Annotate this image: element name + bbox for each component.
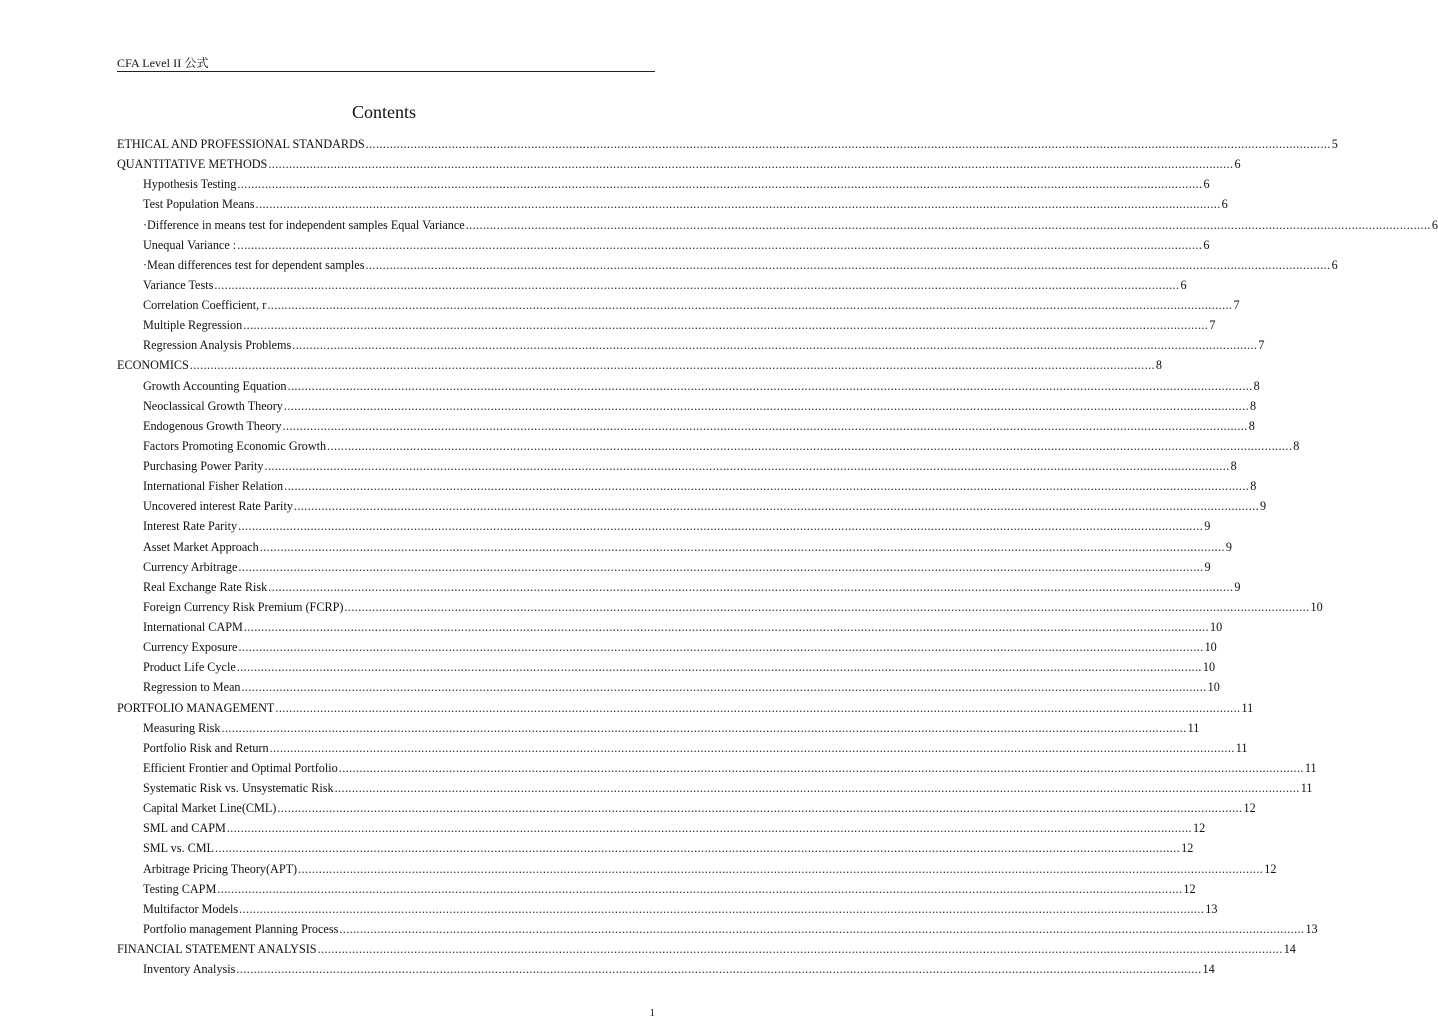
toc-entry-page: 12: [1192, 821, 1206, 836]
toc-entry-label: Arbitrage Pricing Theory(APT): [143, 861, 298, 876]
toc-leader-dots: ........................................................................................................................................................................................................................................................................................: [217, 881, 1183, 896]
toc-entry-page: 6: [1234, 157, 1241, 172]
toc-entry-page: 12: [1183, 881, 1196, 896]
toc-entry-page: 7: [1233, 298, 1240, 312]
toc-entry[interactable]: [117, 718, 1200, 738]
toc-entry[interactable]: [117, 778, 1313, 798]
toc-entry-page: 14: [1202, 962, 1215, 977]
toc-leader-dots: ........................................................................................................................................................................................................................................................................................: [277, 801, 1243, 816]
toc-entry-label: Foreign Currency Risk Premium (FCRP): [143, 599, 344, 614]
toc-entry-label: Inventory Analysis: [143, 962, 236, 977]
toc-entry-label: QUANTITATIVE METHODS: [117, 157, 268, 172]
toc-entry-label: Multiple Regression: [143, 318, 243, 333]
toc-entry[interactable]: [117, 154, 1241, 174]
toc-entry-page: 6: [1180, 277, 1187, 292]
page-number: 1: [649, 1007, 655, 1019]
toc-entry-label: Product Life Cycle: [143, 660, 236, 675]
toc-entry-page: 7: [1209, 318, 1216, 333]
toc-entry[interactable]: [117, 879, 1196, 899]
toc-entry[interactable]: [117, 315, 1216, 335]
toc-leader-dots: ........................................................................................................................................................................................................................................................................................: [214, 277, 1180, 292]
toc-entry-page: 9: [1225, 539, 1232, 554]
toc-entry[interactable]: [117, 194, 1228, 214]
toc-entry-label: Unequal Variance :: [143, 237, 237, 252]
toc-entry-page: 8: [1155, 358, 1162, 373]
toc-entry[interactable]: [117, 859, 1277, 879]
toc-leader-dots: ........................................................................................................................................................................................................................................................................................: [268, 157, 1234, 172]
toc-leader-dots: ........................................................................................................................................................................................................................................................................................: [339, 921, 1305, 936]
toc-entry-page: 10: [1310, 599, 1323, 614]
toc-entry-label: Correlation Coefficient, r: [143, 298, 267, 312]
toc-entry[interactable]: [117, 537, 1232, 557]
toc-entry-page: 13: [1305, 921, 1318, 936]
toc-leader-dots: ........................................................................................................................................................................................................................................................................................: [292, 338, 1258, 353]
toc-leader-dots: ........................................................................................................................................................................................................................................................................................: [267, 298, 1233, 312]
toc-leader-dots: ........................................................................................................................................................................................................................................................................................: [243, 620, 1209, 634]
toc-entry[interactable]: [117, 738, 1248, 758]
toc-entry-page: 8: [1248, 418, 1255, 433]
toc-entry-label: Capital Market Line(CML): [143, 801, 277, 816]
toc-entry-label: SML and CAPM: [143, 821, 226, 836]
toc-entry[interactable]: [117, 174, 1210, 194]
toc-entry-label: Portfolio Risk and Return: [143, 740, 269, 755]
toc-entry-page: 12: [1264, 861, 1277, 876]
toc-leader-dots: ........................................................................................................................................................................................................................................................................................: [238, 640, 1204, 655]
running-header: CFA Level II 公式: [117, 56, 209, 70]
toc-entry-label: Currency Arbitrage: [143, 559, 238, 574]
toc-entry-page: 14: [1283, 942, 1296, 956]
toc-entry-label: SML vs. CML: [143, 841, 214, 856]
toc-entry-page: 6: [1221, 197, 1228, 212]
toc-entry-label: Multifactor Models: [143, 901, 239, 916]
toc-entry-page: 12: [1243, 801, 1256, 816]
toc-entry[interactable]: [117, 215, 1438, 235]
toc-entry-label: Purchasing Power Parity: [143, 459, 264, 473]
toc-entry-page: 9: [1260, 499, 1267, 514]
toc-entry-page: 6: [1431, 217, 1438, 232]
toc-entry-label: ·Difference in means test for independent samples Equal Variance: [143, 217, 465, 232]
toc-title: Contents: [351, 102, 416, 122]
toc-entry[interactable]: [117, 657, 1216, 677]
toc-entry[interactable]: [117, 899, 1218, 919]
toc-entry[interactable]: [117, 436, 1300, 456]
toc-entry-page: 10: [1209, 620, 1223, 634]
toc-entry[interactable]: [117, 637, 1217, 657]
toc-entry[interactable]: [117, 597, 1323, 617]
toc-leader-dots: ........................................................................................................................................................................................................................................................................................: [344, 599, 1310, 614]
toc-entry-label: Neoclassical Growth Theory: [143, 398, 283, 413]
toc-entry-label: PORTFOLIO MANAGEMENT: [117, 700, 275, 715]
toc-leader-dots: ........................................................................................................................................................................................................................................................................................: [238, 559, 1204, 574]
toc-entry[interactable]: [117, 758, 1317, 778]
toc-leader-dots: ........................................................................................................................................................................................................................................................................................: [259, 539, 1225, 554]
toc-leader-dots: ........................................................................................................................................................................................................................................................................................: [365, 257, 1331, 272]
toc-entry[interactable]: [117, 516, 1211, 536]
toc-entry[interactable]: [117, 255, 1338, 275]
toc-entry-label: Systematic Risk vs. Unsystematic Risk: [143, 781, 334, 795]
toc-leader-dots: ........................................................................................................................................................................................................................................................................................: [287, 378, 1253, 393]
toc-entry-label: Efficient Frontier and Optimal Portfolio: [143, 760, 338, 775]
toc-entry[interactable]: [117, 376, 1260, 396]
table-of-contents: [117, 134, 1438, 979]
toc-leader-dots: ........................................................................................................................................................................................................................................................................................: [239, 901, 1205, 916]
toc-leader-dots: ........................................................................................................................................................................................................................................................................................: [338, 760, 1304, 775]
toc-entry[interactable]: [117, 335, 1265, 355]
toc-leader-dots: ........................................................................................................................................................................................................................................................................................: [264, 459, 1230, 473]
toc-entry-label: ·Mean differences test for dependent samples: [143, 257, 365, 272]
toc-entry-label: International CAPM: [143, 620, 243, 634]
toc-entry-label: Currency Exposure: [143, 640, 238, 655]
toc-entry-label: Portfolio management Planning Process: [143, 921, 339, 936]
toc-entry-label: Variance Tests: [143, 277, 214, 292]
toc-leader-dots: ........................................................................................................................................................................................................................................................................................: [284, 479, 1250, 494]
toc-entry-label: Test Population Means: [143, 197, 255, 212]
toc-leader-dots: ........................................................................................................................................................................................................................................................................................: [327, 438, 1293, 453]
toc-leader-dots: ........................................................................................................................................................................................................................................................................................: [465, 217, 1431, 232]
toc-entry-page: 8: [1230, 459, 1237, 473]
toc-entry-label: Testing CAPM: [143, 881, 217, 896]
toc-entry-label: International Fisher Relation: [143, 479, 284, 494]
toc-entry-page: 10: [1204, 640, 1217, 655]
toc-leader-dots: ........................................................................................................................................................................................................................................................................................: [189, 358, 1155, 373]
toc-entry[interactable]: [117, 295, 1240, 315]
toc-entry-label: Measuring Risk: [143, 720, 221, 735]
toc-leader-dots: ........................................................................................................................................................................................................................................................................................: [293, 499, 1260, 514]
toc-entry-label: Endogenous Growth Theory: [143, 418, 282, 433]
toc-leader-dots: ........................................................................................................................................................................................................................................................................................: [365, 137, 1331, 151]
toc-entry-label: ECONOMICS: [117, 358, 189, 373]
toc-entry[interactable]: [117, 396, 1257, 416]
toc-leader-dots: ........................................................................................................................................................................................................................................................................................: [236, 660, 1202, 675]
toc-entry-label: Regression Analysis Problems: [143, 338, 292, 353]
toc-leader-dots: ........................................................................................................................................................................................................................................................................................: [238, 519, 1204, 534]
toc-entry[interactable]: [117, 557, 1211, 577]
toc-leader-dots: ........................................................................................................................................................................................................................................................................................: [221, 720, 1187, 735]
toc-leader-dots: ........................................................................................................................................................................................................................................................................................: [298, 861, 1264, 876]
toc-entry-label: Real Exchange Rate Risk: [143, 579, 268, 594]
toc-entry-page: 6: [1331, 257, 1338, 272]
toc-leader-dots: ........................................................................................................................................................................................................................................................................................: [236, 962, 1202, 977]
toc-entry[interactable]: [117, 235, 1210, 255]
toc-leader-dots: ........................................................................................................................................................................................................................................................................................: [317, 942, 1283, 956]
toc-entry[interactable]: [117, 698, 1254, 718]
toc-entry-page: 8: [1293, 438, 1300, 453]
toc-entry[interactable]: [117, 939, 1296, 959]
toc-entry[interactable]: [117, 476, 1257, 496]
toc-leader-dots: ........................................................................................................................................................................................................................................................................................: [282, 418, 1248, 433]
toc-entry[interactable]: [117, 275, 1187, 295]
toc-entry-page: 9: [1204, 519, 1211, 534]
toc-entry[interactable]: [117, 355, 1162, 375]
toc-entry[interactable]: [117, 838, 1194, 858]
toc-entry-page: 12: [1181, 841, 1194, 856]
toc-leader-dots: ........................................................................................................................................................................................................................................................................................: [275, 700, 1241, 715]
toc-entry-page: 8: [1250, 398, 1257, 413]
toc-entry-label: FINANCIAL STATEMENT ANALYSIS: [117, 942, 317, 956]
toc-entry-page: 11: [1235, 740, 1248, 755]
toc-entry[interactable]: [117, 818, 1206, 838]
toc-entry-page: 13: [1205, 901, 1218, 916]
toc-entry[interactable]: [117, 416, 1255, 436]
toc-entry-page: 11: [1300, 781, 1313, 795]
toc-entry-label: Regression to Mean: [143, 680, 241, 695]
toc-entry[interactable]: [117, 617, 1223, 637]
toc-entry-page: 5: [1331, 137, 1338, 151]
toc-leader-dots: ........................................................................................................................................................................................................................................................................................: [255, 197, 1221, 212]
toc-entry-label: Asset Market Approach: [143, 539, 259, 554]
toc-entry-label: Uncovered interest Rate Parity: [143, 499, 293, 514]
toc-entry-page: 6: [1203, 177, 1210, 192]
toc-entry-page: 8: [1253, 378, 1260, 393]
toc-entry-page: 9: [1234, 579, 1241, 594]
toc-entry[interactable]: [117, 496, 1267, 516]
toc-entry[interactable]: [117, 798, 1256, 818]
toc-leader-dots: ........................................................................................................................................................................................................................................................................................: [268, 579, 1234, 594]
toc-entry-label: Hypothesis Testing: [143, 177, 237, 192]
toc-entry-page: 11: [1187, 720, 1200, 735]
toc-leader-dots: ........................................................................................................................................................................................................................................................................................: [226, 821, 1192, 836]
toc-entry-label: Factors Promoting Economic Growth: [143, 438, 327, 453]
toc-entry-page: 9: [1204, 559, 1211, 574]
toc-leader-dots: ........................................................................................................................................................................................................................................................................................: [269, 740, 1235, 755]
toc-leader-dots: ........................................................................................................................................................................................................................................................................................: [215, 841, 1181, 856]
toc-leader-dots: ........................................................................................................................................................................................................................................................................................: [237, 177, 1203, 192]
toc-entry-page: 10: [1207, 680, 1220, 695]
toc-entry-page: 7: [1258, 338, 1265, 353]
toc-leader-dots: ........................................................................................................................................................................................................................................................................................: [241, 680, 1207, 695]
toc-entry[interactable]: [117, 577, 1241, 597]
toc-entry-page: 8: [1250, 479, 1257, 494]
toc-entry-label: Growth Accounting Equation: [143, 378, 287, 393]
toc-entry-page: 11: [1304, 760, 1317, 775]
toc-entry-label: ETHICAL AND PROFESSIONAL STANDARDS: [117, 137, 365, 151]
toc-entry[interactable]: [117, 456, 1237, 476]
toc-leader-dots: ........................................................................................................................................................................................................................................................................................: [334, 781, 1300, 795]
toc-entry-page: 10: [1202, 660, 1216, 675]
toc-leader-dots: ........................................................................................................................................................................................................................................................................................: [283, 398, 1250, 413]
toc-entry-page: 11: [1241, 700, 1254, 715]
header-rule: [117, 71, 655, 72]
toc-entry-page: 6: [1203, 237, 1210, 252]
toc-entry[interactable]: [117, 134, 1338, 154]
toc-leader-dots: ........................................................................................................................................................................................................................................................................................: [237, 237, 1203, 252]
toc-leader-dots: ........................................................................................................................................................................................................................................................................................: [243, 318, 1209, 333]
toc-entry[interactable]: [117, 959, 1215, 979]
toc-entry-label: Interest Rate Parity: [143, 519, 238, 534]
toc-entry[interactable]: [117, 919, 1318, 939]
toc-entry[interactable]: [117, 677, 1220, 697]
